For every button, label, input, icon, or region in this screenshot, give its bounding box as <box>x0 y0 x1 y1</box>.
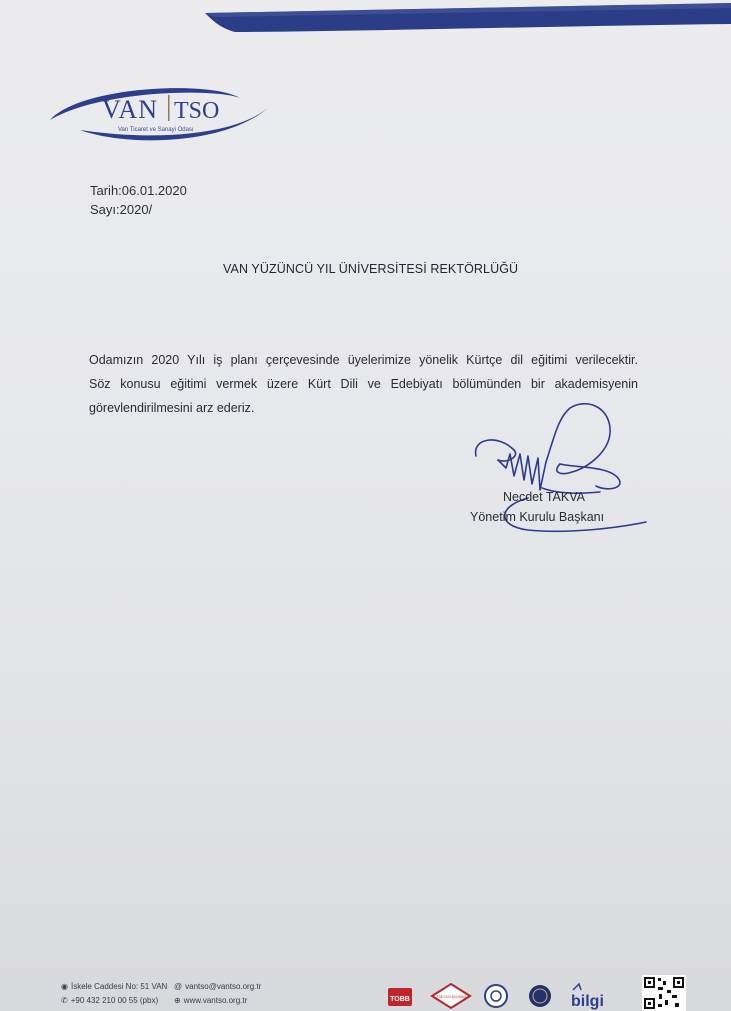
accreditation-seal-logo <box>526 982 554 1010</box>
location-icon: ◉ <box>61 982 68 991</box>
logo-tso-text: TSO <box>174 98 220 124</box>
tse-logo-text: TSE-ISO-EN 9000 <box>436 995 466 999</box>
body-line-2: Söz konusu eğitimi vermek üzere Kürt Dili ve Edebiyatı bölümünden bir akademisyenin <box>89 377 638 391</box>
letter-meta <box>90 181 187 219</box>
recipient-heading: VAN YÜZÜNCÜ YIL ÜNİVERSİTESİ REKTÖRLÜĞÜ <box>223 262 519 276</box>
bilgi-logo <box>567 982 607 1010</box>
top-header-band <box>0 0 731 34</box>
globe-icon: ⊕ <box>174 996 181 1005</box>
logo-subtitle: Van Ticaret ve Sanayi Odası <box>118 127 194 133</box>
letter-date: Tarih:06.01.2020 <box>90 183 187 198</box>
quality-seal-logo <box>482 982 510 1010</box>
letter-footer <box>0 970 731 1011</box>
footer-contact-left <box>61 980 167 1008</box>
signatory-title: Yönetim Kurulu Başkanı <box>470 510 605 524</box>
email-icon: @ <box>174 982 183 991</box>
letter-number: Sayı:2020/ <box>90 202 153 217</box>
footer-contact-right <box>174 980 261 1008</box>
body-line-1: Odamızın 2020 Yılı iş planı çerçevesinde üyelerimize yönelik Kürtçe dil eğitimi verilecektir. <box>89 353 638 367</box>
tse-certificate-logo <box>430 982 472 1010</box>
vantso-logo <box>40 78 275 148</box>
logo-van-text: VAN <box>102 95 158 124</box>
signatory-name: Necdet TAKVA <box>503 490 585 504</box>
footer-email: vantso@vantso.org.tr <box>185 982 262 991</box>
tobb-logo <box>386 982 414 1010</box>
footer-phone: +90 432 210 00 55 (pbx) <box>70 996 159 1005</box>
body-line-3: görevlendirilmesini arz ederiz. <box>89 401 255 415</box>
phone-icon: ✆ <box>61 996 68 1005</box>
qr-code <box>642 975 686 1011</box>
bilgi-logo-text: bilgi <box>571 993 604 1010</box>
footer-address: İskele Caddesi No: 51 VAN <box>70 982 168 991</box>
footer-website: www.vantso.org.tr <box>183 996 248 1005</box>
tobb-logo-text: TOBB <box>390 996 410 1003</box>
